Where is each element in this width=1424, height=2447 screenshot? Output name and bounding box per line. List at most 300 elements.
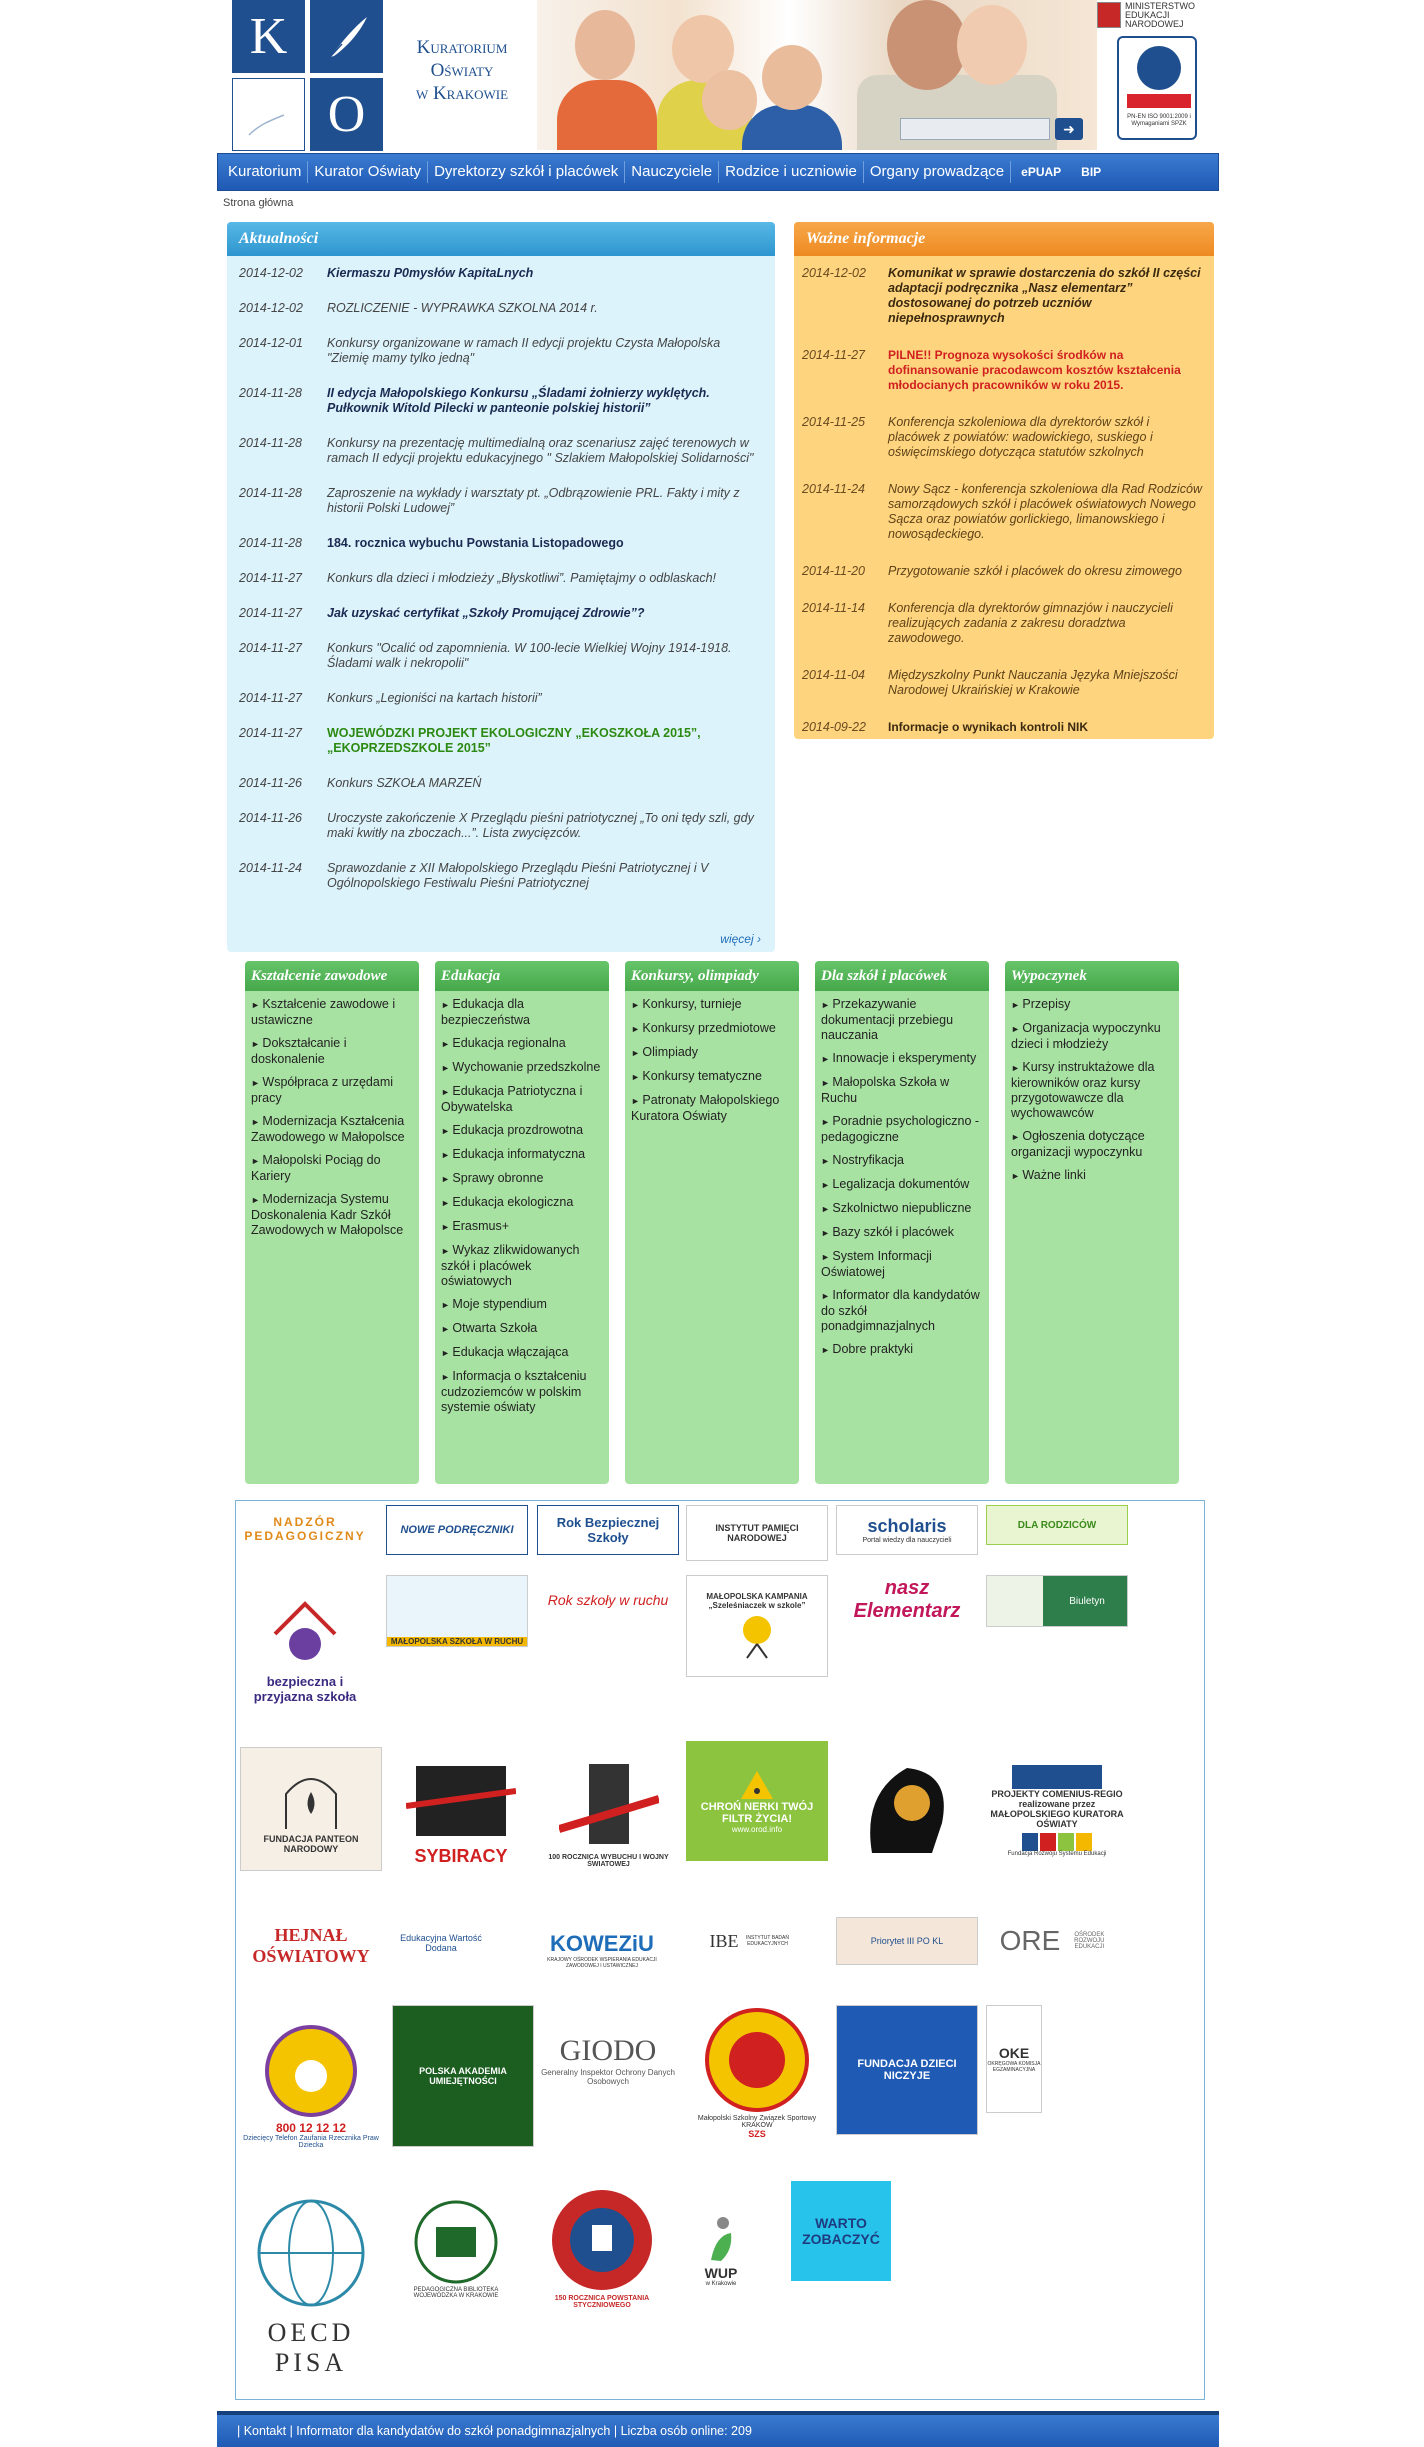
news-date: 2014-11-27 [239, 606, 303, 620]
nav-item-epuap[interactable]: ePUAP [1021, 165, 1062, 179]
important-date: 2014-12-02 [802, 266, 866, 280]
news-item[interactable] [239, 691, 765, 706]
news-item[interactable] [239, 861, 765, 891]
category-link[interactable] [251, 1114, 413, 1145]
category-link-label: Dobre praktyki [832, 1342, 914, 1356]
category-link[interactable] [441, 1171, 603, 1187]
partner-edukacyjna-label: Edukacyjna Wartość Dodana [400, 1933, 482, 1953]
partner-biuletyn-label: Biuletyn [1069, 1595, 1105, 1607]
frse-logo [1022, 1833, 1092, 1851]
nav-item-nauczyciele[interactable]: Nauczyciele [625, 161, 719, 183]
news-title-link[interactable]: Sprawozdanie z XII Małopolskiego Przeglądu Pieśni Patriotycznej i V Ogólnopolskiego Festiwalu Pieśni Patriotycznej [327, 861, 709, 890]
important-title-link[interactable]: Informacje o wynikach kontroli NIK [888, 720, 1089, 734]
category-link[interactable] [441, 1195, 603, 1211]
partner-nowe-podreczniki[interactable] [386, 1505, 528, 1555]
anniversary-emblem-icon [547, 2185, 657, 2295]
important-title-link[interactable]: Nowy Sącz - konferencja szkoleniowa dla Rad Rodziców samorządowych szkół i placówek oświatowych Nowego Sącza oraz powiatów gorlickiego, limanowskiego i nowosądeckiego. [888, 482, 1203, 541]
photo-child-shape [957, 5, 1027, 85]
category-list [245, 991, 419, 1252]
triangle-right-icon: ► [441, 1198, 453, 1208]
partner-warto-zobaczyc[interactable] [791, 2181, 891, 2281]
news-date: 2014-11-27 [239, 726, 303, 740]
triangle-right-icon: ► [821, 1078, 833, 1088]
category-link-label: Edukacja prozdrowotna [452, 1123, 584, 1137]
category-link[interactable] [821, 1177, 983, 1193]
triangle-right-icon: ► [441, 1000, 453, 1010]
partner-hejnal-label: HEJNAŁ OŚWIATOWY [252, 1925, 370, 1966]
flame-arch-icon [276, 1764, 346, 1834]
triangle-right-icon: ► [821, 1054, 833, 1064]
news-item[interactable] [239, 486, 765, 516]
category-link[interactable] [1011, 1021, 1173, 1052]
triangle-right-icon: ► [441, 1222, 453, 1232]
category-title[interactable]: Edukacja [435, 961, 609, 991]
category-link[interactable] [441, 1084, 603, 1115]
category-link[interactable] [1011, 997, 1173, 1013]
news-item[interactable] [239, 266, 765, 281]
news-date: 2014-11-28 [239, 436, 303, 450]
triangle-right-icon: ► [821, 1117, 833, 1127]
partner-nadzor[interactable] [240, 1505, 370, 1553]
category-link-label: Wychowanie przedszkolne [452, 1060, 601, 1074]
site-name-line: w Krakowie [415, 83, 509, 104]
runner-icon [701, 2215, 741, 2265]
news-title-link[interactable]: Konkursy organizowane w ramach II edycji projektu Czysta Małopolska "Ziemię mamy tylko jedną" [327, 336, 721, 365]
partner-rodzicow-label: DLA RODZICÓW [1017, 1519, 1097, 1531]
category-list [625, 991, 799, 1138]
news-item[interactable] [239, 386, 765, 416]
category-link-label: Współpraca z urzędami pracy [251, 1075, 394, 1105]
category-link[interactable] [441, 1147, 603, 1163]
category-link[interactable] [441, 1036, 603, 1052]
partner-pau[interactable] [392, 2005, 534, 2147]
category-link[interactable] [821, 1201, 983, 1217]
category-link[interactable] [821, 1225, 983, 1241]
category-link-label: Przepisy [1022, 997, 1071, 1011]
category-link[interactable] [821, 1342, 983, 1358]
triangle-right-icon: ► [821, 1228, 833, 1238]
eagle-icon [1097, 2, 1121, 28]
news-item[interactable] [239, 336, 765, 366]
category-link[interactable] [821, 1288, 983, 1334]
category-link[interactable] [631, 1069, 793, 1085]
partner-bezpieczna-szkola[interactable] [240, 1579, 370, 1719]
news-item[interactable] [239, 641, 765, 671]
search-button[interactable] [1055, 118, 1083, 140]
category-link-label: Olimpiady [642, 1045, 698, 1059]
important-date: 2014-11-04 [802, 668, 866, 682]
ministry-name: MINISTERSTWO EDUKACJI NARODOWEJ [1125, 1, 1195, 29]
photo-child-shape [742, 105, 842, 150]
important-panel [794, 222, 1214, 739]
partner-kowezu-sub: KRAJOWY OŚRODEK WSPIERANIA EDUKACJI ZAWODOWEJ I USTAWICZNEJ [547, 1957, 657, 1969]
mascot-icon [732, 1610, 782, 1660]
category-link-label: Ważne linki [1022, 1168, 1086, 1182]
news-date: 2014-11-27 [239, 571, 303, 585]
triangle-right-icon: ► [821, 1291, 833, 1301]
category-link-label: Kształcenie zawodowe i ustawiczne [251, 997, 396, 1027]
partner-nadzor-label: NADZÓR PEDAGOGICZNY [244, 1515, 366, 1543]
important-item[interactable] [802, 720, 1204, 735]
partner-logos [235, 1500, 1205, 2400]
triangle-right-icon: ► [441, 1246, 453, 1256]
site-name-line: Oświaty [430, 60, 494, 81]
important-date: 2014-11-24 [802, 482, 866, 496]
important-item[interactable] [802, 415, 1204, 460]
partner-nasz-elementarz[interactable] [836, 1575, 978, 1625]
category-box [815, 961, 989, 1484]
category-boxes [245, 961, 1195, 1484]
partner-kampania-label: MAŁOPOLSKA KAMPANIA „Szeleśniaczek w szkole” [706, 1592, 808, 1610]
photo-child-shape [557, 80, 657, 150]
partner-oke[interactable] [986, 2005, 1042, 2113]
partner-szs[interactable] [686, 2005, 828, 2139]
category-link[interactable] [251, 1153, 413, 1184]
partner-scholaris[interactable] [836, 1505, 978, 1555]
triangle-right-icon: ► [631, 1072, 643, 1082]
news-title-link[interactable]: Kiermaszu P0mysłów KapitaLnych [327, 266, 534, 280]
news-title-link[interactable]: Konkurs dla dzieci i młodzieży „Błyskotliwi”. Pamiętajmy o odblaskach! [327, 571, 717, 585]
news-title-link[interactable]: Uroczyste zakończenie X Przeglądu pieśni patriotycznej „To oni tędy szli, gdy maki kwitły na zboczach...”. Lista zwycięzców. [327, 811, 754, 840]
partner-priorytet-label: Priorytet III PO KL [870, 1936, 944, 1946]
news-item[interactable] [239, 606, 765, 621]
category-link[interactable] [631, 1093, 793, 1124]
news-title-link[interactable]: II edycja Małopolskiego Konkursu „Śladami żołnierzy wyklętych. Pułkownik Witold Pilecki w panteonie polskiej historii” [327, 386, 710, 415]
category-link[interactable] [821, 1153, 983, 1169]
important-panel-title: Ważne informacje [794, 222, 1214, 256]
triangle-right-icon: ► [821, 1156, 833, 1166]
more-link[interactable] [720, 932, 761, 946]
partner-styczniowe-label: 150 ROCZNICA POWSTANIA STYCZNIOWEGO [554, 2295, 650, 2309]
news-title-link[interactable]: Zaproszenie na wykłady i warsztaty pt. „Odbrązowienie PRL. Fakty i mity z historii Polski Ludowej” [327, 486, 740, 515]
category-link-label: Otwarta Szkoła [452, 1321, 538, 1335]
category-link[interactable] [441, 997, 603, 1028]
photo-child-shape [575, 10, 635, 80]
partner-malopolska-szkola-w-ruchu[interactable] [386, 1575, 528, 1647]
partner-giodo-label: GIODO [559, 2034, 657, 2067]
category-link[interactable] [441, 1297, 603, 1313]
child-head-icon [852, 1753, 962, 1863]
important-title-link[interactable]: Przygotowanie szkół i placówek do okresu zimowego [888, 564, 1182, 578]
nav-item-dyrektorzy[interactable]: Dyrektorzy szkół i placówek [428, 161, 625, 183]
triangle-right-icon: ► [631, 1024, 643, 1034]
partner-panteon-label: FUNDACJA PANTEON NARODOWY [263, 1834, 359, 1854]
nav-item-bip[interactable]: BIP [1081, 165, 1102, 179]
category-link[interactable] [251, 1036, 413, 1067]
partner-koweziu[interactable] [537, 1917, 667, 1983]
category-box [435, 961, 609, 1484]
phone-icon [256, 2021, 366, 2121]
house-icon [265, 1594, 345, 1674]
category-link[interactable] [821, 1051, 983, 1067]
category-link-label: Przekazywanie dokumentacji przebiegu nauczania [821, 997, 954, 1042]
partner-biuletyn[interactable] [986, 1575, 1128, 1627]
partner-oke-sub: OKRĘGOWA KOMISJA EGZAMINACYJNA [987, 2061, 1041, 2073]
news-item[interactable] [239, 776, 765, 791]
news-list [227, 256, 775, 891]
ministry-logo[interactable] [1097, 0, 1212, 30]
logo-tile-o: O [310, 78, 383, 151]
news-item[interactable] [239, 301, 765, 316]
partner-kampania[interactable] [686, 1575, 828, 1677]
important-list [794, 256, 1214, 735]
partner-rok-bezpiecznej[interactable] [537, 1505, 679, 1555]
partner-wup-sub: w Krakowie [705, 2281, 737, 2287]
category-link-label: Małopolski Pociąg do Kariery [251, 1153, 381, 1183]
partner-ore[interactable] [986, 1917, 1128, 1965]
nav-item-organy[interactable]: Organy prowadzące [864, 161, 1011, 183]
news-date: 2014-11-26 [239, 776, 303, 790]
category-title[interactable]: Kształcenie zawodowe [245, 961, 419, 991]
triangle-right-icon: ► [631, 1096, 643, 1106]
partner-rok-szkoly-w-ruchu[interactable] [537, 1575, 679, 1625]
news-title-link[interactable]: Konkurs SZKOŁA MARZEŃ [327, 776, 482, 790]
site-logo[interactable] [232, 0, 384, 150]
partner-telefon-zaufania[interactable] [240, 2006, 382, 2164]
news-date: 2014-12-01 [239, 336, 303, 350]
category-link-label: Informator dla kandydatów do szkół ponadgimnazjalnych [821, 1288, 980, 1333]
news-item[interactable] [239, 436, 765, 466]
partner-ibe-label: IBE [709, 1930, 739, 1951]
important-item[interactable] [802, 266, 1204, 326]
partner-ipn-label: INSTYTUT PAMIĘCI NARODOWEJ [715, 1523, 799, 1543]
news-title-link[interactable]: WOJEWÓDZKI PROJEKT EKOLOGICZNY „EKOSZKOŁA 2015”, „EKOPRZEDSZKOLE 2015” [327, 726, 701, 755]
category-link-label: Edukacja regionalna [452, 1036, 566, 1050]
category-link[interactable] [251, 997, 413, 1028]
category-link-label: Edukacja informatyczna [452, 1147, 586, 1161]
category-link-label: System Informacji Oświatowej [821, 1249, 932, 1279]
partner-telefon-label: 800 12 12 12 [275, 2121, 347, 2135]
news-item[interactable] [239, 536, 765, 551]
partner-nerki-label: CHROŃ NERKI TWÓJ FILTR ŻYCIA! [700, 1800, 814, 1825]
category-link[interactable] [441, 1123, 603, 1139]
category-link[interactable] [821, 1249, 983, 1280]
category-title[interactable]: Konkursy, olimpiady [625, 961, 799, 991]
category-link[interactable] [631, 1045, 793, 1061]
partner-oecd-pisa[interactable] [240, 2175, 382, 2391]
partner-kowezu-label: KOWEZiU [550, 1931, 654, 1956]
triangle-right-icon: ► [441, 1150, 453, 1160]
important-title-link[interactable]: Międzyszkolny Punkt Nauczania Języka Mniejszości Narodowej Ukraińskiej w Krakowie [888, 668, 1178, 697]
category-link-label: Moje stypendium [452, 1297, 547, 1311]
search-input[interactable] [900, 118, 1050, 140]
triangle-right-icon: ► [821, 1345, 833, 1355]
category-link-label: Wykaz zlikwidowanych szkół i placówek oświatowych [441, 1243, 580, 1288]
category-link[interactable] [441, 1243, 603, 1289]
partner-sybiracy[interactable] [396, 1747, 526, 1875]
important-item[interactable] [802, 348, 1204, 393]
important-date: 2014-11-27 [802, 348, 866, 362]
news-title-link[interactable]: Konkurs „Legioniści na kartach historii” [327, 691, 542, 705]
news-date: 2014-11-27 [239, 641, 303, 655]
news-panel-title: Aktualności [227, 222, 775, 256]
category-link[interactable] [251, 1192, 413, 1238]
partner-comenius[interactable] [986, 1741, 1128, 1881]
photo-child-shape [762, 45, 822, 110]
partner-priorytet[interactable] [836, 1917, 978, 1965]
category-link[interactable] [441, 1345, 603, 1361]
partner-fundacja-label: FUNDACJA DZIECI NICZYJE [857, 2058, 957, 2082]
partner-wup[interactable] [686, 2201, 756, 2301]
partner-nerki-url: www.orod.info [731, 1824, 783, 1834]
category-link[interactable] [441, 1369, 603, 1415]
partner-giodo-sub: Generalny Inspektor Ochrony Danych Osobowych [541, 2068, 675, 2086]
triangle-right-icon: ► [441, 1126, 453, 1136]
main-nav [217, 153, 1219, 191]
globe-icon [256, 2188, 366, 2318]
partner-panteon[interactable] [240, 1747, 382, 1871]
news-date: 2014-11-28 [239, 486, 303, 500]
header [217, 0, 1219, 150]
category-link-label: Modernizacja Systemu Doskonalenia Kadr Szkół Zawodowych w Małopolsce [251, 1192, 404, 1237]
triangle-right-icon: ► [821, 1000, 833, 1010]
category-link[interactable] [821, 1114, 983, 1145]
pcbc-band [1127, 94, 1191, 108]
important-item[interactable] [802, 564, 1204, 579]
category-title[interactable]: Dla szkół i placówek [815, 961, 989, 991]
partner-elementarz-label: nasz Elementarz [853, 1577, 961, 1622]
category-box [1005, 961, 1179, 1484]
logo-tile-quill [310, 0, 383, 73]
chevron-right-icon: › [757, 932, 761, 946]
category-link[interactable] [1011, 1168, 1173, 1184]
news-title-link[interactable]: Jak uzyskać certyfikat „Szkoły Promującej Zdrowie”? [327, 606, 645, 620]
category-link[interactable] [1011, 1129, 1173, 1160]
breadcrumb[interactable]: Strona główna [223, 197, 294, 209]
triangle-right-icon: ► [441, 1324, 453, 1334]
triangle-right-icon: ► [441, 1174, 453, 1184]
category-link[interactable] [441, 1060, 603, 1076]
news-title-link[interactable]: 184. rocznica wybuchu Powstania Listopadowego [327, 536, 624, 550]
important-title-link[interactable]: Komunikat w sprawie dostarczenia do szkół II części adaptacji podręcznika „Nasz elementarz” dostosowanej do potrzeb uczniów niepełnosprawnych [888, 266, 1201, 325]
category-link-label: Małopolska Szkoła w Ruchu [821, 1075, 950, 1105]
important-item[interactable] [802, 668, 1204, 698]
frse-block [1040, 1833, 1056, 1851]
category-link-label: Szkolnictwo niepubliczne [832, 1201, 972, 1215]
partner-giodo[interactable] [537, 2005, 679, 2115]
footer [217, 2411, 1219, 2447]
eagle-icon [1137, 46, 1181, 90]
triangle-right-icon: ► [1011, 1063, 1023, 1073]
category-list [815, 991, 989, 1372]
partner-rok-label: Rok Bezpiecznej Szkoły [556, 1515, 660, 1545]
nav-item-rodzice[interactable]: Rodzice i uczniowie [719, 161, 864, 183]
partner-ibe-sub: INSTYTUT BADAŃ EDUKACYJNYCH [746, 1935, 789, 1947]
nav-item-kuratorium[interactable]: Kuratorium [222, 161, 308, 183]
footer-links[interactable]: | Kontakt | Informator dla kandydatów do szkół ponadgimnazjalnych | Liczba osób online: 209 [237, 2424, 752, 2438]
category-link[interactable] [441, 1321, 603, 1337]
category-title[interactable]: Wypoczynek [1005, 961, 1179, 991]
category-link[interactable] [631, 997, 793, 1013]
news-panel [227, 222, 775, 952]
category-link[interactable] [251, 1075, 413, 1106]
category-link[interactable] [1011, 1060, 1173, 1121]
category-link-label: Innowacje i eksperymenty [832, 1051, 977, 1065]
triangle-right-icon: ► [821, 1204, 833, 1214]
photo-adult-shape [887, 0, 967, 90]
category-link-label: Erasmus+ [452, 1219, 510, 1233]
category-link-label: Edukacja dla bezpieczeństwa [441, 997, 530, 1027]
important-item[interactable] [802, 482, 1204, 542]
category-link[interactable] [441, 1219, 603, 1235]
site-name[interactable] [387, 36, 537, 105]
category-link-label: Edukacja włączająca [452, 1345, 569, 1359]
important-title-link[interactable]: Konferencja szkoleniowa dla dyrektorów szkół i placówek z powiatów: wadowickiego, suskiego i oświęcimskiego dotycząca statutów szkolnych [888, 415, 1153, 459]
news-title-link[interactable]: ROZLICZENIE - WYPRAWKA SZKOLNA 2014 r. [327, 301, 598, 315]
triangle-right-icon: ► [251, 1039, 263, 1049]
news-title-link[interactable]: Konkursy na prezentację multimedialną oraz scenariusz zajęć terenowych w ramach II edycji projektu edukacyjnego " Szlakiem Małopolskiej Solidarności" [327, 436, 754, 465]
partner-powstanie-styczniowe[interactable] [537, 2181, 667, 2313]
category-link[interactable] [821, 997, 983, 1043]
triangle-right-icon: ► [821, 1252, 833, 1262]
important-title-link[interactable]: Konferencja dla dyrektorów gimnazjów i nauczycieli realizujących zadania z zakresu doradztwa zawodowego. [888, 601, 1173, 645]
important-date: 2014-11-14 [802, 601, 866, 615]
partner-sybiracy-label: SYBIRACY [414, 1845, 508, 1866]
news-title-link[interactable]: Konkurs "Ocalić od zapomnienia. W 100-lecie Wielkiej Wojny 1914-1918. Śladami walk i nekropolii" [327, 641, 732, 670]
partner-ipn[interactable] [686, 1505, 828, 1561]
frse-block [1022, 1833, 1038, 1851]
partner-warto-label: WARTO ZOBACZYĆ [802, 2215, 880, 2247]
partner-chron-nerki[interactable] [686, 1741, 828, 1861]
nav-item-kurator[interactable]: Kurator Oświaty [308, 161, 428, 183]
important-item[interactable] [802, 601, 1204, 646]
partner-scholaris-sub: Portal wiedzy dla nauczycieli [862, 1537, 952, 1544]
partner-frse-sub: Fundacja Rozwoju Systemu Edukacji [1007, 1851, 1107, 1857]
news-item[interactable] [239, 726, 765, 756]
book-icon [411, 2197, 501, 2287]
partner-pbw[interactable] [396, 2186, 516, 2310]
important-date: 2014-09-22 [802, 720, 866, 734]
partner-rocznica-100[interactable] [541, 1747, 676, 1879]
category-link-label: Organizacja wypoczynku dzieci i młodzieży [1011, 1021, 1161, 1051]
logo-tile-blank [232, 78, 305, 151]
partner-szs-sub: Małopolski Szkolny Związek Sportowy KRAKÓW [697, 2115, 817, 2129]
eu-flag-icon [1012, 1765, 1102, 1789]
partner-ore-sub: OŚRODEK ROZWOJU EDUKACJI [1074, 1932, 1105, 1950]
partner-ore-label: ORE [999, 1925, 1061, 1956]
news-item[interactable] [239, 811, 765, 841]
news-date: 2014-11-26 [239, 811, 303, 825]
category-link[interactable] [631, 1021, 793, 1037]
partner-fundacja-dzieci[interactable] [836, 2005, 978, 2135]
triangle-right-icon: ► [441, 1039, 453, 1049]
partner-ibe[interactable] [686, 1921, 816, 1961]
partner-oecd-label: OECD PISA [267, 2318, 355, 2377]
category-link[interactable] [821, 1075, 983, 1106]
quill-icon [322, 12, 372, 62]
triangle-right-icon: ► [1011, 1132, 1023, 1142]
news-item[interactable] [239, 571, 765, 586]
partner-child-silhouette[interactable] [836, 1741, 978, 1875]
partner-szs-label: SZS [748, 2129, 766, 2139]
partner-wup-label: WUP [704, 2265, 738, 2281]
news-date: 2014-11-28 [239, 536, 303, 550]
triangle-right-icon: ► [251, 1117, 263, 1127]
important-title-link[interactable]: PILNE!! Prognoza wysokości środków na dofinansowanie pracodawcom kosztów kształcenia młodocianych pracowników w roku 2015. [888, 348, 1181, 392]
category-link-label: Modernizacja Kształcenia Zawodowego w Małopolsce [251, 1114, 405, 1144]
triangle-right-icon: ► [441, 1348, 453, 1358]
partner-oke-label: OKE [998, 2045, 1030, 2061]
feather-outline-icon [239, 85, 299, 145]
triangle-right-icon: ► [441, 1372, 453, 1382]
category-link-label: Sprawy obronne [452, 1171, 544, 1185]
szs-emblem-icon [702, 2005, 812, 2115]
partner-dla-rodzicow[interactable] [986, 1505, 1128, 1545]
page [217, 0, 1219, 2438]
partner-edukacyjna-wartosc[interactable] [396, 1921, 486, 1965]
category-box [245, 961, 419, 1484]
partner-hejnal[interactable] [240, 1921, 382, 1971]
